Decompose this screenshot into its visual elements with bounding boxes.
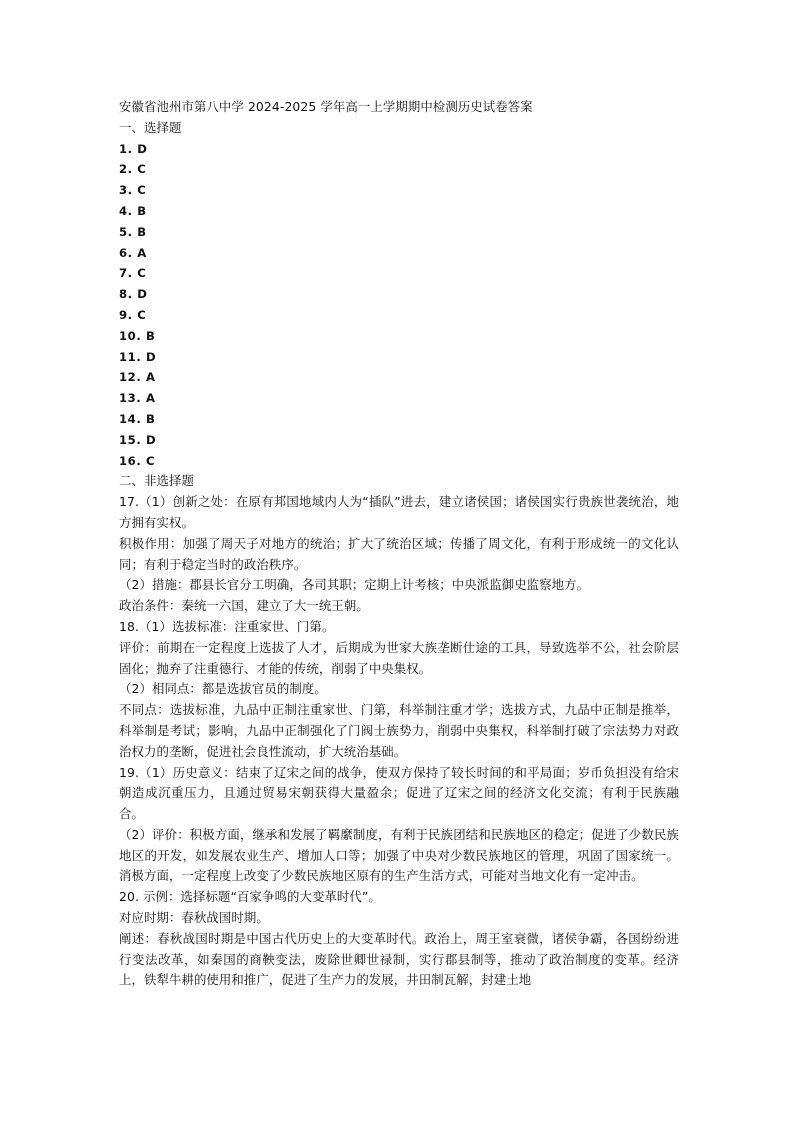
answer-item: 4. B [119,203,147,218]
q19-part1: 19.（1）历史意义：结束了辽宋之间的战争，使双方保持了较长时间的和平局面；岁币负担没有给宋朝造成沉重压力，且通过贸易宋朝获得大量盈余；促进了辽宋之间的经济文化交流；有利于民族融合。 [119,764,679,822]
answer-item: 2. C [119,162,147,177]
q18-part1: 18.（1）选拔标准：注重家世、门第。 [119,618,335,634]
document-title: 安徽省池州市第八中学 2024-2025 学年高一上学期期中检测历史试卷答案 [119,99,533,114]
answer-item: 15. D [119,432,157,447]
section-heading-nonchoice: 二、非选择题 [119,473,194,489]
answer-item: 13. A [119,391,156,406]
q20-elaboration: 阐述：春秋战国时期是中国古代历史上的大变革时代。政治上，周王室衰微，诸侯争霸，各国纷纷进行变法改革，如秦国的商鞅变法，废除世卿世禄制，实行郡县制等，推动了政治制度的变革。经济上，铁犁牛耕的使用和推广，促进了生产力的发展，井田制瓦解，封建土地 [119,930,679,988]
q20-example: 20. 示例：选择标题“百家争鸣的大变革时代”。 [119,889,381,905]
answer-item: 10. B [119,328,156,343]
answer-item: 6. A [119,245,147,260]
answer-item: 11. D [119,349,157,364]
q18-differences: 不同点：选拔标准，九品中正制注重家世、门第，科举制注重才学；选拔方式，九品中正制是推举，科举制是考试；影响，九品中正制强化了门阀士族势力，削弱中央集权，科举制打破了宗法势力对政治权力的垄断，促进社会良性流动，扩大统治基础。 [119,702,679,759]
answer-item: 5. B [119,224,147,239]
answer-item: 8. D [119,287,148,302]
q17-positive-effects: 积极作用：加强了周天子对地方的统治；扩大了统治区域；传播了周文化，有利于形成统一的文化认同；有利于稳定当时的政治秩序。 [119,535,679,572]
answer-item: 16. C [119,453,156,468]
answer-item: 14. B [119,411,156,426]
q17-political-conditions: 政治条件：秦统一六国，建立了大一统王朝。 [119,598,369,614]
q17-part1: 17.（1）创新之处：在原有邦国地域内人为“插队”进去，建立诸侯国；诸侯国实行贵族世袭统治，地方拥有实权。 [119,494,679,530]
answer-item: 3. C [119,183,147,198]
q18-part2: （2）相同点：都是选拔官员的制度。 [119,681,327,697]
answer-item: 1. D [119,141,148,156]
q20-period: 对应时期：春秋战国时期。 [119,910,269,926]
q18-evaluation: 评价：前期在一定程度上选拔了人才，后期成为世家大族垄断仕途的工具，导致选举不公，社会阶层固化；抛弃了注重德行、才能的传统，削弱了中央集权。 [119,639,679,676]
answer-item: 9. C [119,307,147,322]
q17-part2: （2）措施：郡县长官分工明确，各司其职；定期上计考核；中央派监御史监察地方。 [119,577,590,593]
section-heading-choice: 一、选择题 [119,119,182,135]
answer-item: 7. C [119,266,147,281]
answer-document [119,97,679,991]
answer-item: 12. A [119,370,156,385]
q19-part2: （2）评价：积极方面，继承和发展了羁縻制度，有利于民族团结和民族地区的稳定；促进了少数民族地区的开发，如发展农业生产、增加人口等；加强了中央对少数民族地区的管理，巩固了国家统一。消极方面，一定程度上改变了少数民族地区原有的生产生活方式，可能对当地文化有一定冲击。 [119,826,679,884]
